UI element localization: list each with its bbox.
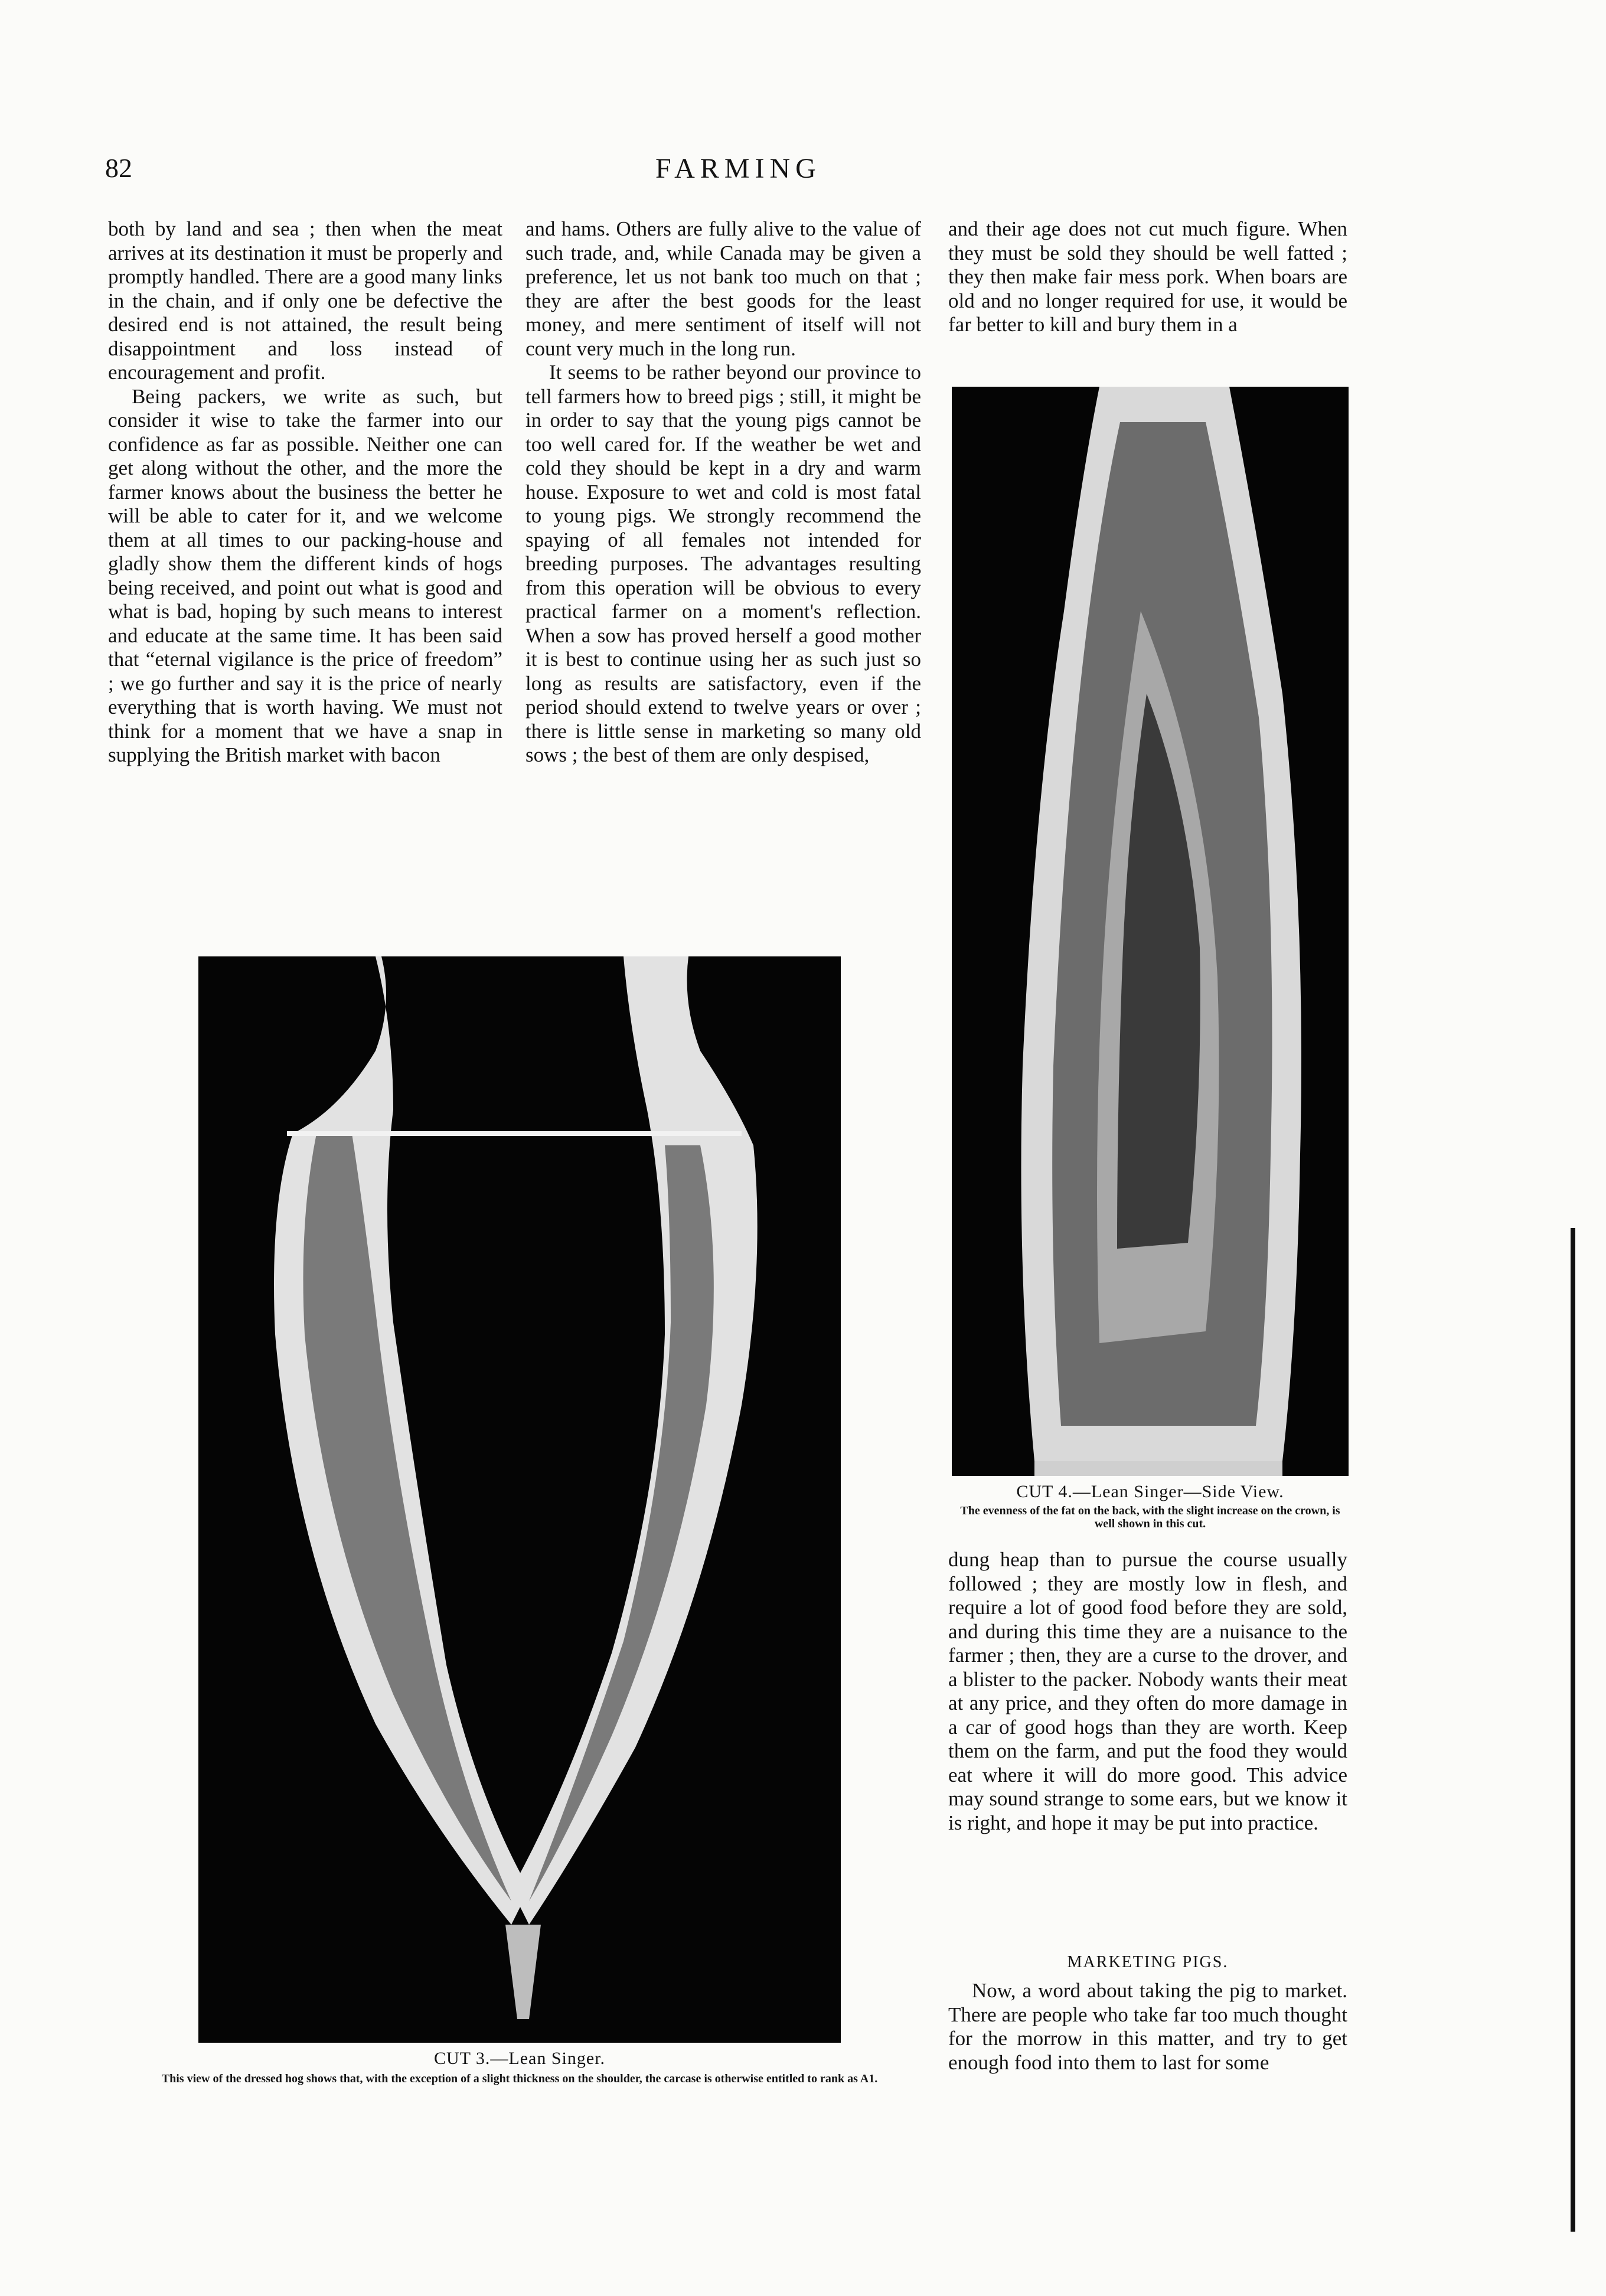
running-head: FARMING [655, 153, 821, 184]
paragraph: both by land and sea ; then when the meat arrives at its destination it must be properly and promptly handled. There are a good many links in the chain, and if only one be defective the desired end is not attained, the result being disappointment and loss instead of encouragement and profit. [108, 217, 502, 384]
dressed-hog-image [198, 956, 841, 2043]
paragraph: It seems to be rather beyond our province to tell farmers how to breed pigs ; still, it might be in order to say that the young pigs cannot be too well cared for. If the weather be wet and cold they should be kept in a dry and warm house. Exposure to wet and cold is most fatal to young pigs. We strongly recommend the spaying of all females not intended for breeding purposes. The advantages resulting from this operation will be obvious to every practical farmer on a moment's reflection. When a sow has proved herself a good mother it is best to continue using her as such just so long as results are satisfactory, even if the period should extend to twelve years or over ; there is little sense in marketing so many old sows ; the best of them are only despised, [525, 361, 921, 766]
cut4-caption: The evenness of the fat on the back, with the slight increase on the crown, is well shown in this cut. [960, 1504, 1340, 1530]
page-number: 82 [105, 153, 132, 183]
cut4-photograph [952, 387, 1349, 1476]
section-heading: MARKETING PIGS. [1067, 1953, 1229, 1971]
cut3-photograph [198, 956, 841, 2043]
paragraph: dung heap than to pursue the course usually followed ; they are mostly low in flesh, and require a lot of good food before they are sold, and during this time they are a nuisance to the farmer ; then, they are a curse to the drover, and a blister to the packer. Nobody wants their meat at any price, and they often do more damage in a car of good hogs than they are worth. Keep them on the farm, and put the food they would eat where it will do more good. This advice may sound strange to some ears, but we know it is right, and hope it may be put into practice. [948, 1548, 1347, 1834]
cut4-title: CUT 4.—Lean Singer—Side View. [1016, 1482, 1284, 1501]
cut3-caption: This view of the dressed hog shows that, with the exception of a slight thickness on the shoulder, the carcase is otherwise entitled to rank as A1. [161, 2072, 878, 2085]
paragraph: Now, a word about taking the pig to market. There are people who take far too much thought for the morrow in this matter, and try to get enough food into them to last for some [948, 1979, 1347, 2074]
cut3-title: CUT 3.—Lean Singer. [433, 2049, 606, 2068]
column-c-top [948, 217, 1347, 337]
column-c-bottom [948, 1548, 1347, 1835]
margin-rule [1571, 1228, 1575, 2232]
carcase-side-view-image [952, 387, 1349, 1476]
paragraph: and their age does not cut much figure. When they must be sold they should be well fatted ; they then make fair mess pork. When boars are old and no longer required for use, it would be far better to kill and bury them in a [948, 217, 1347, 336]
column-b [525, 217, 921, 767]
column-a [108, 217, 502, 767]
paragraph: and hams. Others are fully alive to the value of such trade, and, while Canada may be given a preference, let us not bank too much on that ; they are after the best goods for the least money, and mere sentiment of itself will not count very much in the long run. [525, 217, 921, 360]
paragraph: Being packers, we write as such, but consider it wise to take the farmer into our confidence as far as possible. Neither one can get along without the other, and the more the farmer knows about the business the better he will be able to cater for it, and we welcome them at all times to our packing-house and gladly show them the different kinds of hogs being received, and point out what is good and what is bad, hoping by such means to interest and educate at the same time. It has been said that “eternal vigilance is the price of freedom” ; we go further and say it is the price of nearly everything that is worth having. We must not think for a moment that we have a snap in supplying the British market with bacon [108, 384, 502, 766]
column-c-section [948, 1979, 1347, 2075]
